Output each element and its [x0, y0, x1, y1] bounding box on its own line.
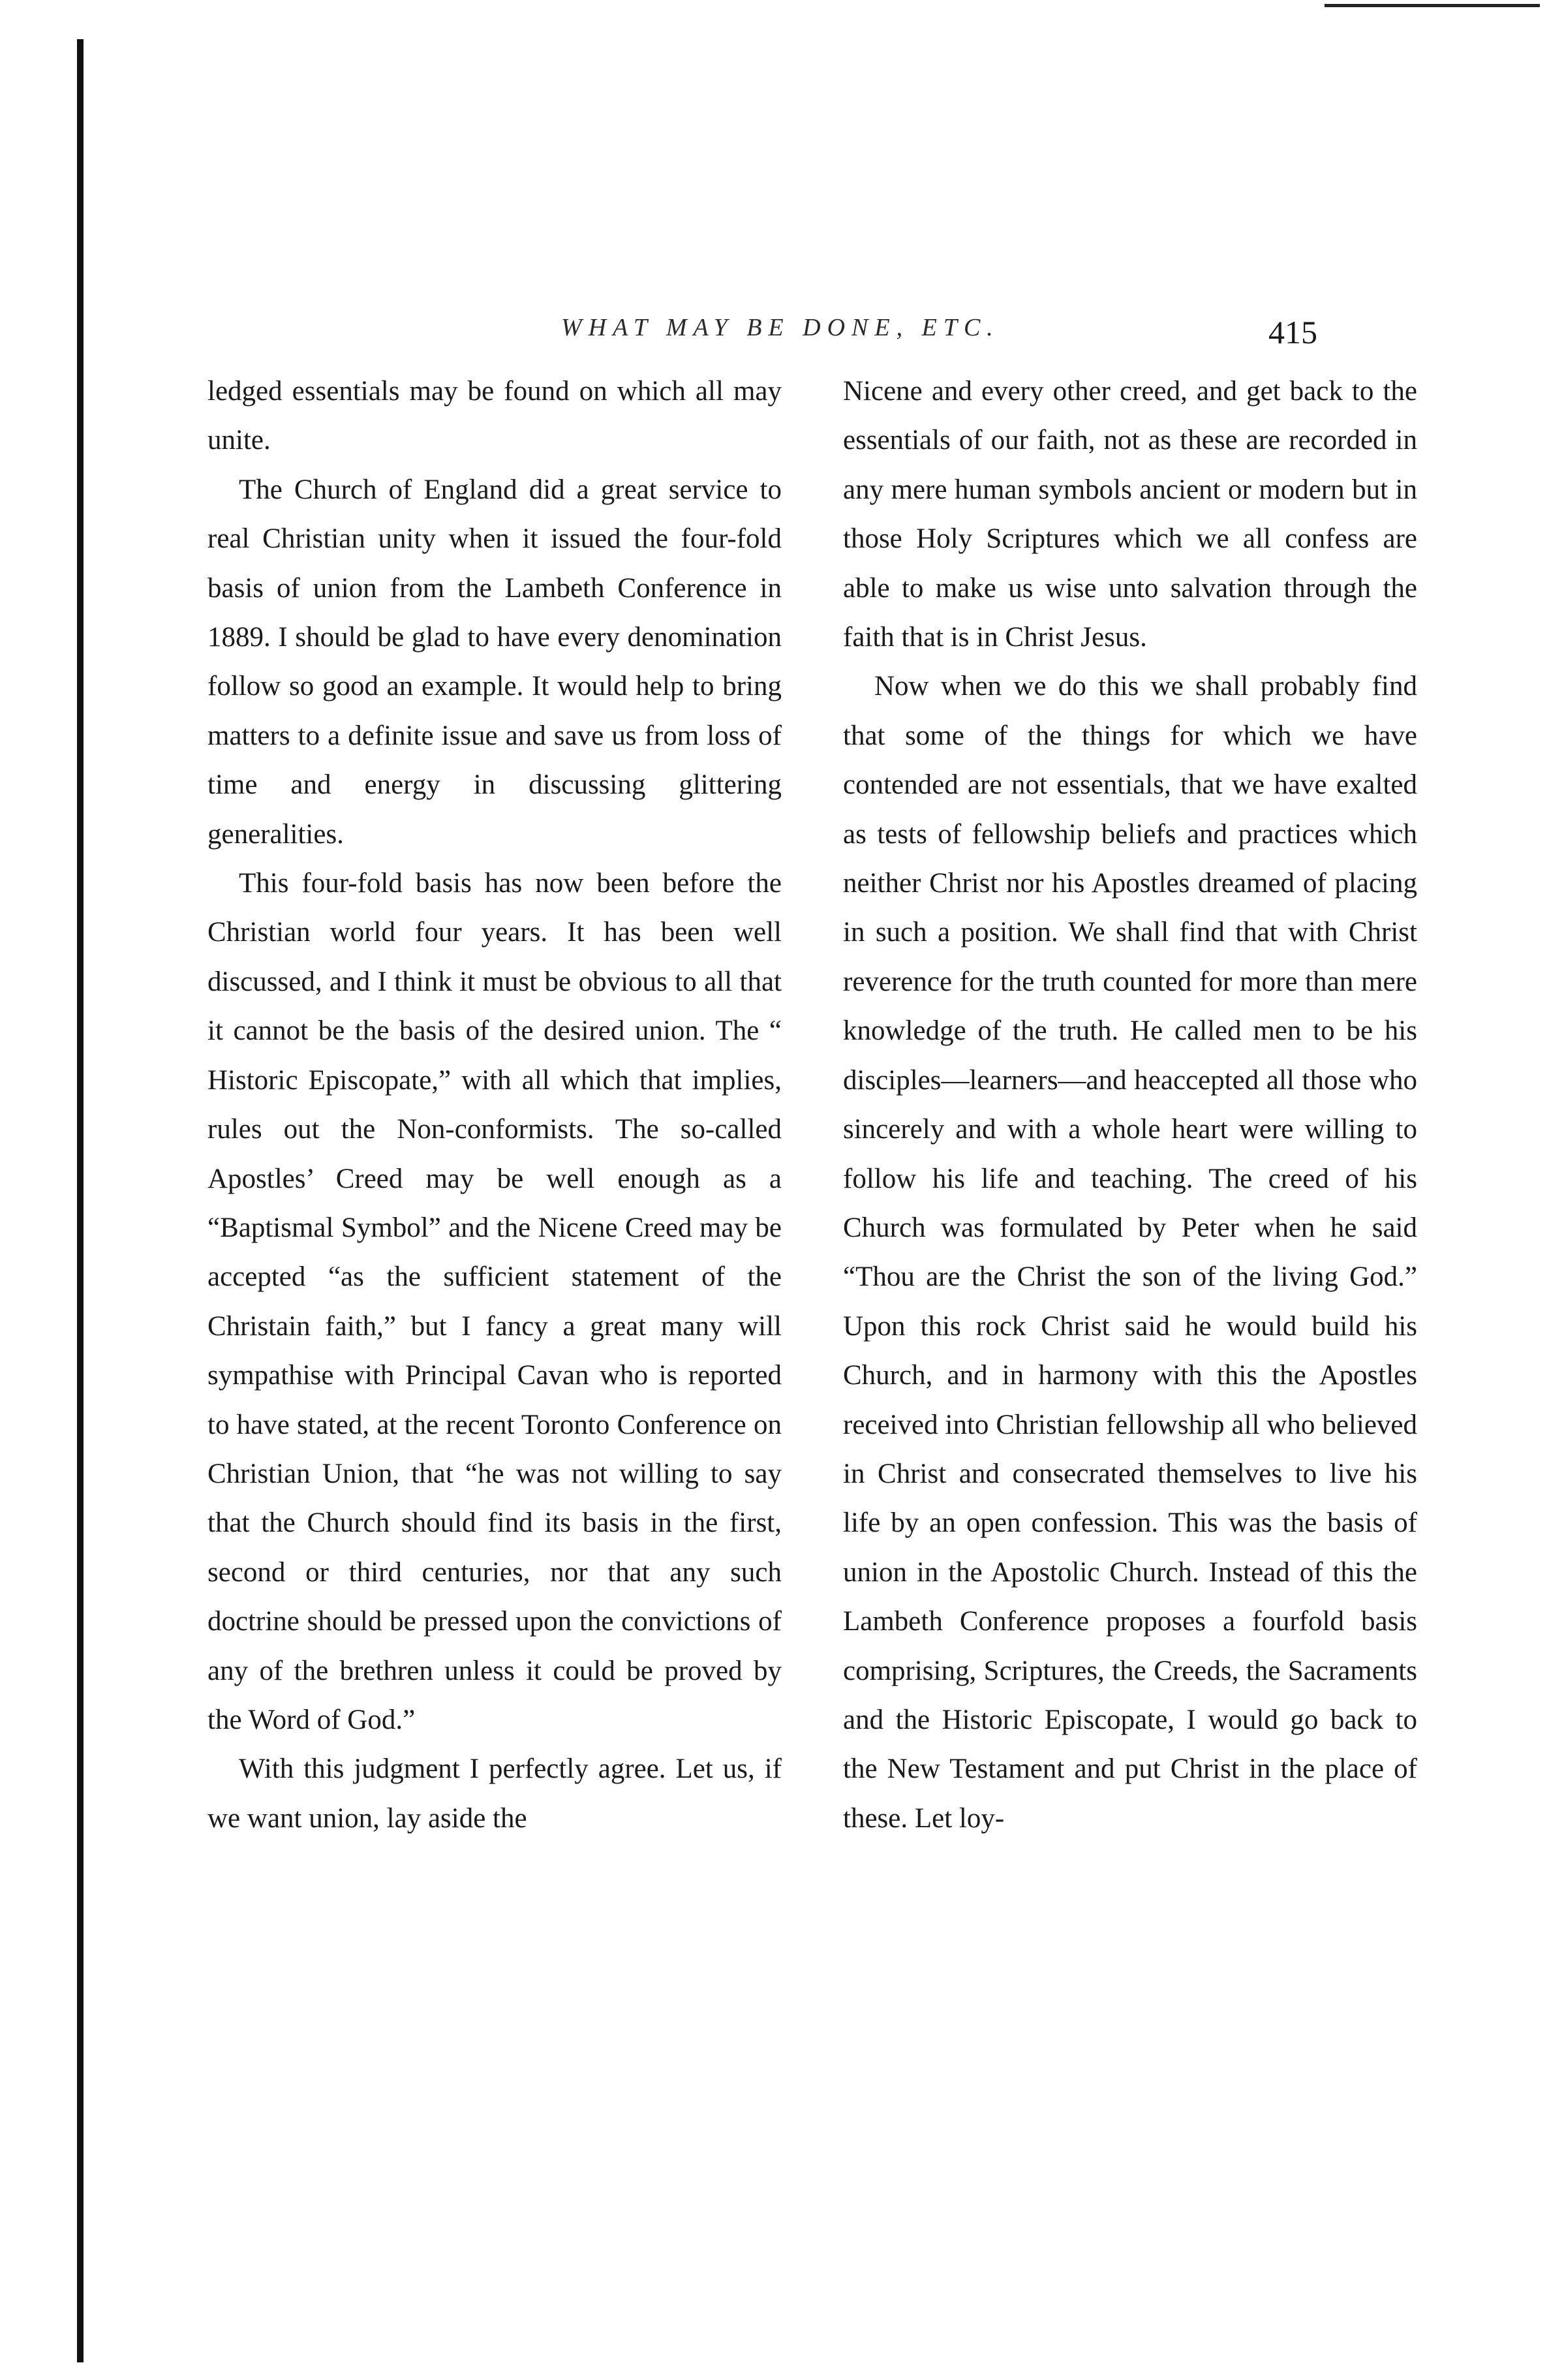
running-title: WHAT MAY BE DONE, ETC. [561, 314, 1000, 341]
paragraph: With this judgment I perfectly agree. Let us, if we want union, lay aside the [207, 1754, 782, 1834]
page-number: 415 [1268, 314, 1317, 350]
paragraph: Now when we do this we shall probably find that some of the things for which we have contended are not essentials, that we have exalted as tests of fellowship beliefs and practices which neither Christ nor his Apostles dreamed of placing in such a position. We shall find that with Christ reverence for the truth counted for more than mere knowledge of the truth. He called men to be his disciples—learners—and heaccepted all those who sincerely and with a whole heart were willing to follow his life and teaching. The creed of his Church was formulated by Peter when he said “Thou are the Christ the son of the living God.” Upon this rock Christ said he would build his Church, and in harmony with this the Apostles received into Christian fellowship all who believed in Christ and consecrated themselves to live his life by an open confession. This was the basis of union in the Apostolic Church. Instead of this the Lambeth Conference proposes a fourfold basis comprising, Scriptures, the Creeds, the Sacraments and the Historic Episcopate, I would go back to the New Testament and put Christ in the place of these. Let loy- [843, 671, 1417, 1834]
paragraph: This four-fold basis has now been before the Christian world four years. It has been well discussed, and I think it must be obvious to all that it cannot be the basis of the desired union. The “ Historic Episcopate,” with all which that implies, rules out the Non-conformists. The so-called Apostles’ Creed may be well enough as a “Baptismal Symbol” and the Nicene Creed may be accepted “as the sufficient statement of the Christain faith,” but I fancy a great many will sympathise with Principal Cavan who is reported to have stated, at the recent Toronto Conference on Christian Union, that “he was not willing to say that the Church should find its basis in the first, second or third centuries, nor that any such doctrine should be pressed upon the convictions of any of the brethren unless it could be proved by the Word of God.” [207, 868, 782, 1735]
right-column [843, 367, 1417, 1843]
paragraph: ledged essentials may be found on which all may unite. [207, 376, 782, 456]
scan-border-top [1325, 4, 1540, 7]
paragraph: Nicene and every other creed, and get back to the essentials of our faith, not as these are recorded in any mere human symbols ancient or modern but in those Holy Scriptures which we all confess are able to make us wise unto salvation through the faith that is in Christ Jesus. [843, 376, 1417, 653]
scan-border-left [77, 39, 84, 2362]
paragraph: The Church of England did a great service to real Christian unity when it issued the four-fold basis of union from the Lambeth Conference in 1889. I should be glad to have every denomination follow so good an example. It would help to bring matters to a definite issue and save us from loss of time and energy in discussing glittering generalities. [207, 474, 782, 850]
left-column [207, 367, 782, 1843]
